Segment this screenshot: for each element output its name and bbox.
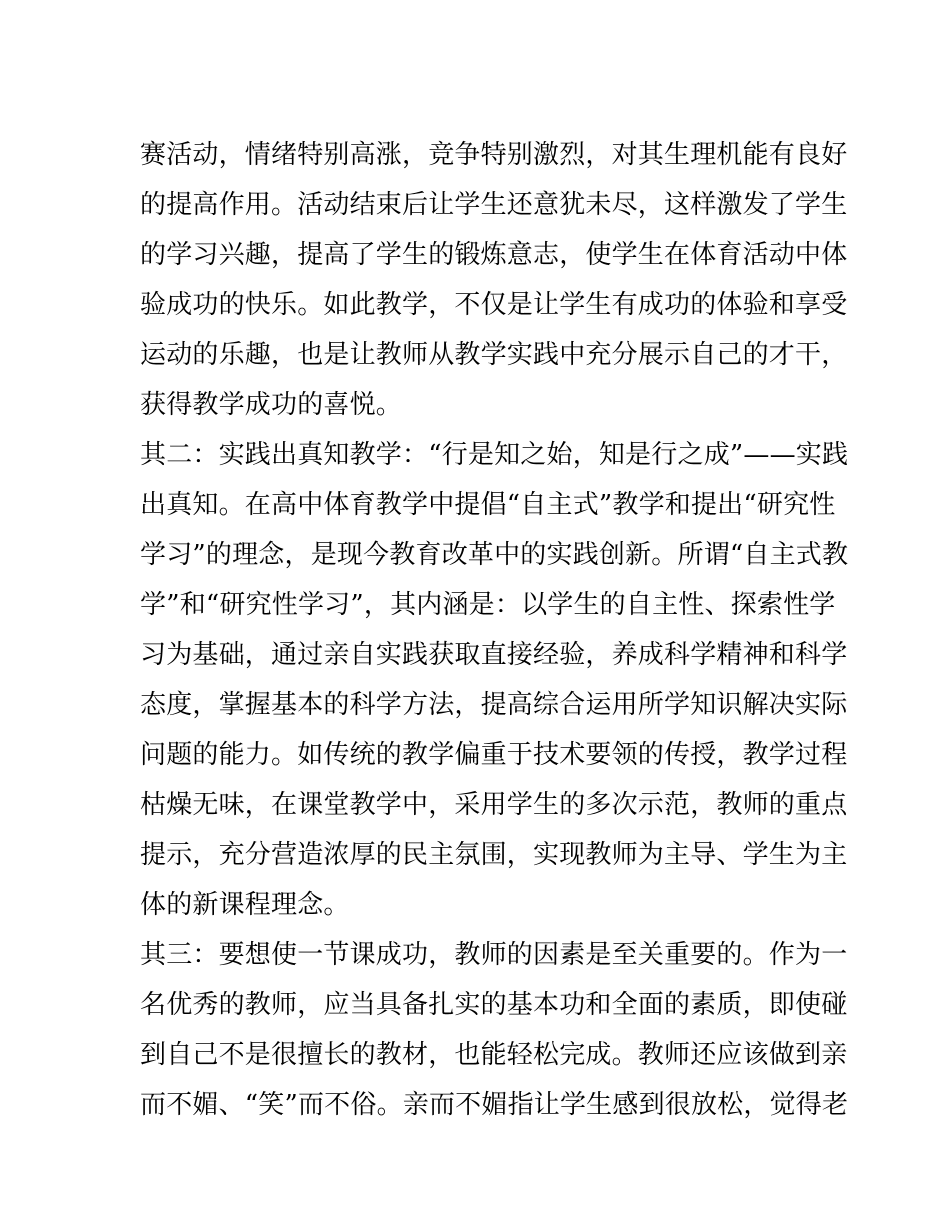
text-line: 的学习兴趣，提高了学生的锻炼意志，使学生在体育活动中体	[140, 240, 848, 270]
text-line: 出真知。在高中体育教学中提倡“自主式”教学和提出“研究性	[140, 490, 836, 520]
text-line: 到自己不是很擅长的教材，也能轻松完成。教师还应该做到亲	[140, 1040, 848, 1070]
text-line: 运动的乐趣，也是让教师从教学实践中充分展示自己的才干，	[140, 340, 848, 370]
text-line: 提示，充分营造浓厚的民主氛围，实现教师为主导、学生为主	[140, 840, 848, 870]
text-line: 态度，掌握基本的科学方法，提高综合运用所学知识解决实际	[140, 690, 848, 720]
text-line: 学”和“研究性学习”，其内涵是：以学生的自主性、探索性学	[140, 590, 836, 620]
text-line: 习为基础，通过亲自实践获取直接经验，养成科学精神和科学	[140, 640, 848, 670]
text-line: 学习”的理念，是现今教育改革中的实践创新。所谓“自主式教	[140, 540, 849, 570]
text-line: 名优秀的教师，应当具备扎实的基本功和全面的素质，即使碰	[140, 990, 848, 1020]
text-line: 而不媚、“笑”而不俗。亲而不媚指让学生感到很放松，觉得老	[140, 1090, 849, 1120]
text-line: 其三：要想使一节课成功，教师的因素是至关重要的。作为一	[140, 940, 848, 970]
text-line: 其二：实践出真知教学：“行是知之始，知是行之成”——实践	[140, 440, 849, 470]
text-line: 赛活动，情绪特别高涨，竞争特别激烈，对其生理机能有良好	[140, 140, 848, 170]
text-line: 的提高作用。活动结束后让学生还意犹未尽，这样激发了学生	[140, 190, 848, 220]
text-line: 体的新课程理念。	[140, 890, 350, 920]
text-line: 问题的能力。如传统的教学偏重于技术要领的传授，教学过程	[140, 740, 848, 770]
text-line: 验成功的快乐。如此教学，不仅是让学生有成功的体验和享受	[140, 290, 848, 320]
text-line: 枯燥无味，在课堂教学中，采用学生的多次示范，教师的重点	[140, 790, 848, 820]
body-text	[140, 130, 849, 1130]
text-line: 获得教学成功的喜悦。	[140, 390, 403, 420]
